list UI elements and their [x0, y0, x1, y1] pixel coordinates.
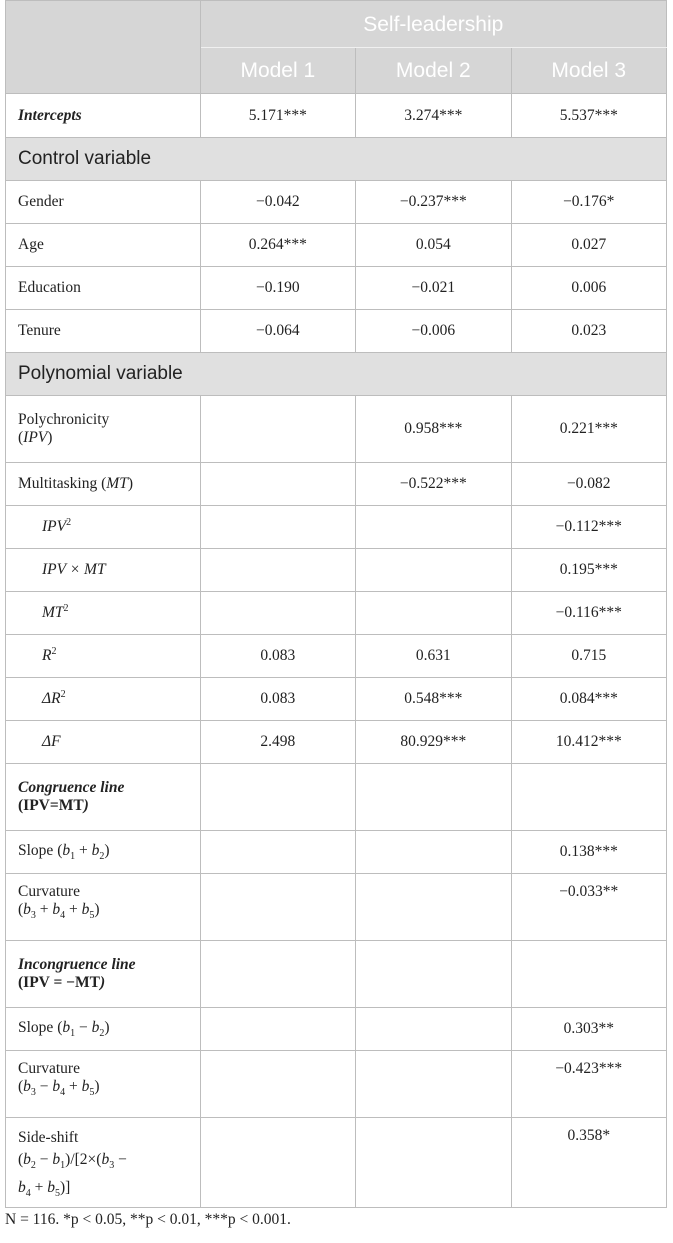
cell: −0.033**	[511, 874, 666, 941]
cell	[356, 874, 511, 941]
label-text: R	[42, 647, 52, 665]
table-footnote: N = 116. *p < 0.05, **p < 0.01, ***p < 0.001.	[5, 1211, 291, 1228]
table-row	[6, 831, 667, 874]
cell	[511, 941, 666, 1008]
cell: 0.023	[511, 310, 666, 353]
cell: 5.537***	[511, 94, 666, 138]
cell: −0.042	[200, 181, 355, 224]
table-row	[6, 592, 667, 635]
table-row	[6, 721, 667, 764]
cell	[356, 549, 511, 592]
cell: −0.112***	[511, 506, 666, 549]
row-label: Multitasking (MT)	[6, 463, 201, 506]
cell: −0.021	[356, 267, 511, 310]
cell	[356, 506, 511, 549]
cell	[200, 463, 355, 506]
cell: 0.631	[356, 635, 511, 678]
row-label: IPV × MT	[6, 549, 201, 592]
label-formula: IPV=MT	[23, 797, 84, 814]
row-label: ΔF	[6, 721, 201, 764]
cell	[356, 1051, 511, 1118]
label-text: Congruence line	[18, 779, 125, 796]
cell: 80.929***	[356, 721, 511, 764]
table-row-incongruence-heading	[6, 941, 667, 1008]
cell: 0.138***	[511, 831, 666, 874]
cell	[200, 1051, 355, 1118]
cell: −0.116***	[511, 592, 666, 635]
cell: 0.027	[511, 224, 666, 267]
cell: 0.083	[200, 678, 355, 721]
section-title: Polynomial variable	[6, 353, 667, 396]
cell	[356, 764, 511, 831]
row-label: Curvature $(b_3 - b_4 + b_5)$	[6, 1051, 201, 1118]
row-label: Side-shift $(b_2 - b_1)/[2\times(b_3$ − $b_4 + b_5$)]	[6, 1118, 201, 1208]
row-label: Tenure	[6, 310, 201, 353]
cell: 0.006	[511, 267, 666, 310]
regression-table	[5, 0, 667, 1208]
cell: 0.083	[200, 635, 355, 678]
row-label: Incongruence line (IPV = −MT)	[6, 941, 201, 1008]
cell	[200, 831, 355, 874]
cell	[356, 941, 511, 1008]
cell: −0.190	[200, 267, 355, 310]
cell: 0.084***	[511, 678, 666, 721]
section-title: Control variable	[6, 138, 667, 181]
cell	[200, 1118, 355, 1208]
cell: −0.082	[511, 463, 666, 506]
cell: 5.171***	[200, 94, 355, 138]
table-row	[6, 1118, 667, 1208]
label-text: Incongruence line	[18, 956, 136, 973]
cell: 0.195***	[511, 549, 666, 592]
label-abbr: IPV	[23, 429, 48, 446]
cell	[200, 874, 355, 941]
label-text: ΔR	[42, 690, 61, 708]
label-text: Multitasking	[18, 475, 98, 492]
cell	[356, 592, 511, 635]
cell: 10.412***	[511, 721, 666, 764]
cell	[356, 1118, 511, 1208]
table-row	[6, 1051, 667, 1118]
table-row	[6, 224, 667, 267]
cell: 3.274***	[356, 94, 511, 138]
table-row	[6, 1008, 667, 1051]
cell	[200, 592, 355, 635]
label-text: Slope	[18, 841, 54, 859]
label-formula: IPV = −MT	[23, 974, 100, 991]
cell	[356, 1008, 511, 1051]
cell: 0.264***	[200, 224, 355, 267]
header-model-2: Model 2	[356, 48, 511, 94]
cell	[200, 1008, 355, 1051]
cell: −0.237***	[356, 181, 511, 224]
row-label: Curvature $(b_3 + b_4 + b_5)$	[6, 874, 201, 941]
header-model-3: Model 3	[511, 48, 666, 94]
row-label: $\Delta R^2$	[6, 678, 201, 721]
row-label: Age	[6, 224, 201, 267]
cell	[200, 941, 355, 1008]
label-text: Curvature	[18, 1060, 80, 1077]
cell	[356, 831, 511, 874]
cell	[200, 506, 355, 549]
cell: −0.423***	[511, 1051, 666, 1118]
cell: 0.303**	[511, 1008, 666, 1051]
header-blank-cell	[6, 1, 201, 94]
cell: −0.064	[200, 310, 355, 353]
header-group-title: Self-leadership	[200, 1, 666, 48]
cell: 0.358*	[511, 1118, 666, 1208]
cell	[200, 764, 355, 831]
row-label: Polychronicity (IPV)	[6, 396, 201, 463]
row-label: Gender	[6, 181, 201, 224]
cell	[200, 396, 355, 463]
cell: 0.715	[511, 635, 666, 678]
label-abbr: MT	[106, 475, 128, 492]
label-text: Side-shift	[18, 1129, 79, 1146]
row-label: Intercepts	[6, 94, 201, 138]
label-text: MT	[42, 604, 64, 622]
row-label: Slope $(b_1 + b_2)$	[6, 831, 201, 874]
label-text: Polychronicity	[18, 411, 110, 428]
cell	[200, 549, 355, 592]
section-polynomial	[6, 353, 667, 396]
label-text: Slope	[18, 1018, 54, 1036]
table-row	[6, 635, 667, 678]
cell: 0.548***	[356, 678, 511, 721]
row-label: Education	[6, 267, 201, 310]
section-control	[6, 138, 667, 181]
cell: −0.522***	[356, 463, 511, 506]
table-row	[6, 310, 667, 353]
row-label: Slope $(b_1 - b_2)$	[6, 1008, 201, 1051]
row-intercepts	[6, 94, 667, 138]
cell: 0.054	[356, 224, 511, 267]
table-row	[6, 181, 667, 224]
header-model-1: Model 1	[200, 48, 355, 94]
cell: −0.176*	[511, 181, 666, 224]
table-row	[6, 549, 667, 592]
table-row	[6, 267, 667, 310]
row-label: IPV$^2$	[6, 506, 201, 549]
table-row	[6, 506, 667, 549]
cell: 2.498	[200, 721, 355, 764]
table-row	[6, 678, 667, 721]
label-text: Curvature	[18, 883, 80, 900]
cell: 0.958***	[356, 396, 511, 463]
table-row	[6, 463, 667, 506]
label-text: IPV	[42, 518, 67, 536]
row-label: Congruence line (IPV=MT)	[6, 764, 201, 831]
row-label: $MT^2$	[6, 592, 201, 635]
table-row	[6, 874, 667, 941]
cell: −0.006	[356, 310, 511, 353]
table-row-congruence-heading	[6, 764, 667, 831]
table-row	[6, 396, 667, 463]
row-label: $R^2$	[6, 635, 201, 678]
cell	[511, 764, 666, 831]
cell: 0.221***	[511, 396, 666, 463]
